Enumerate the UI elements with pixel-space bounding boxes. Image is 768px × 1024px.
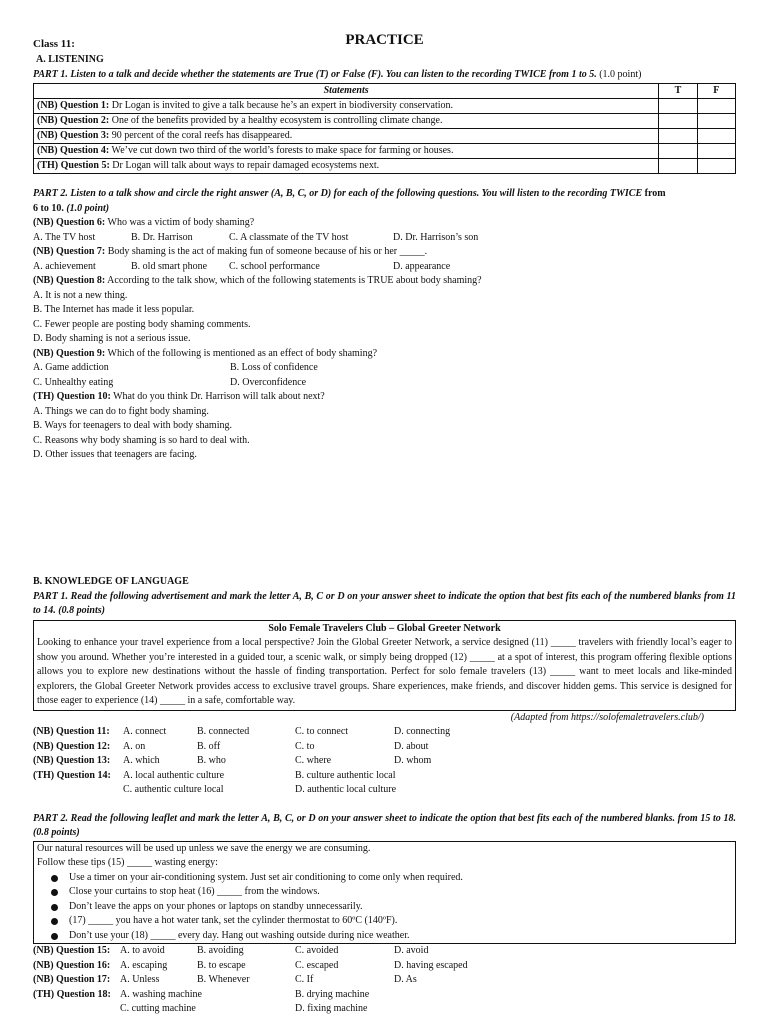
part1-instruction: PART 1. Listen to a talk and decide whether the statements are True (T) or False (F). You can listen to the recording TWICE from 1 to 5. (1.0 point) — [33, 68, 642, 80]
bullet-icon — [51, 918, 58, 925]
option[interactable]: B. drying machine — [295, 988, 370, 1000]
question-10: (TH) Question 10: What do you think Dr. Harrison will talk about next? — [33, 391, 325, 402]
bullet-icon — [51, 875, 58, 882]
option[interactable]: A. It is not a new thing. — [33, 289, 128, 301]
section-b — [33, 575, 736, 1017]
option[interactable]: C. avoided — [295, 945, 339, 956]
option[interactable]: B. Loss of confidence — [230, 362, 318, 373]
option[interactable]: D. having escaped — [394, 959, 468, 971]
option[interactable]: C. Fewer people are posting body shaming comments. — [33, 318, 251, 330]
option[interactable]: B. to escape — [197, 959, 246, 971]
list-item: (17) _____ you have a hot water tank, set the cylinder thermostat to 60ºC (140ºF). — [51, 914, 732, 929]
option[interactable]: A. The TV host — [33, 231, 96, 243]
option[interactable]: A. which — [123, 755, 160, 766]
tips-list — [37, 871, 732, 944]
bullet-icon — [51, 904, 58, 911]
false-header: F — [697, 84, 735, 99]
b-part1-instruction: PART 1. Read the following advertisement and mark the letter A, B, C or D on your answer sheet to indicate the option that best fits each of the numbered blanks from 11 to 14. (0.8 points) — [33, 590, 736, 616]
option[interactable]: B. Ways for teenagers to deal with body shaming. — [33, 420, 232, 431]
table-row: (NB) Question 4: We’ve cut down two third of the world’s forests to make space for farming or houses. — [34, 144, 736, 159]
option[interactable]: C. A classmate of the TV host — [229, 231, 349, 243]
question-9-options — [33, 376, 736, 391]
option[interactable]: A. local authentic culture — [123, 769, 225, 781]
question-12: (NB) Question 12: A. on B. off C. to D. about — [33, 740, 736, 755]
table-row: (NB) Question 3: 90 percent of the coral reefs has disappeared. — [34, 129, 736, 144]
question-7: (NB) Question 7: Body shaming is the act of making fun of someone because of his or her _____. — [33, 246, 428, 257]
true-false-table — [33, 83, 736, 174]
table-header-row — [34, 84, 736, 99]
question-14-options — [33, 783, 736, 798]
true-cell[interactable] — [659, 129, 697, 144]
class-label: Class 11: — [33, 38, 75, 50]
option[interactable]: B. avoiding — [197, 945, 244, 956]
section-b-heading: B. KNOWLEDGE OF LANGUAGE — [33, 576, 189, 587]
option[interactable]: C. escaped — [295, 959, 339, 971]
option[interactable]: A. connect — [123, 726, 167, 737]
leaflet-follow: Follow these tips (15) _____ wasting energy: — [37, 857, 218, 868]
option[interactable]: D. appearance — [393, 260, 451, 272]
option[interactable]: C. to connect — [295, 726, 349, 737]
bullet-icon — [51, 889, 58, 896]
question-18: (TH) Question 18: A. washing machine B. drying machine — [33, 988, 736, 1003]
leaflet-box — [33, 841, 736, 945]
list-item: Don’t use your (18) _____ every day. Hang out washing outside during nice weather. — [51, 929, 732, 944]
bullet-icon — [51, 933, 58, 940]
question-9-options — [33, 361, 736, 376]
option[interactable]: B. old smart phone — [131, 260, 208, 272]
false-cell[interactable] — [697, 129, 735, 144]
option[interactable]: B. Whenever — [197, 974, 250, 985]
question-17: (NB) Question 17: A. Unless B. Whenever C. If D. As — [33, 973, 736, 988]
worksheet-page — [33, 32, 736, 1014]
option[interactable]: B. culture authentic local — [295, 769, 396, 781]
option[interactable]: C. to — [295, 740, 315, 752]
option[interactable]: B. The Internet has made it less popular. — [33, 304, 195, 315]
option[interactable]: B. off — [197, 740, 221, 752]
option[interactable]: A. escaping — [120, 959, 168, 971]
option[interactable]: A. Things we can do to fight body shaming. — [33, 405, 209, 417]
option[interactable]: C. cutting machine — [120, 1003, 196, 1014]
option[interactable]: D. Dr. Harrison’s son — [393, 231, 479, 243]
section-a-heading: A. LISTENING — [36, 54, 104, 65]
option[interactable]: C. Reasons why body shaming is so hard to deal with. — [33, 434, 250, 446]
question-6: (NB) Question 6: Who was a victim of body shaming? — [33, 217, 255, 228]
true-cell[interactable] — [659, 159, 697, 174]
table-row: (TH) Question 5: Dr Logan will talk about ways to repair damaged ecosystems next. — [34, 159, 736, 174]
question-9: (NB) Question 9: Which of the following is mentioned as an effect of body shaming? — [33, 347, 378, 359]
question-14: (TH) Question 14: A. local authentic culture B. culture authentic local — [33, 769, 736, 784]
question-8: (NB) Question 8: According to the talk show, which of the following statements is TRUE about body shaming? — [33, 275, 482, 286]
table-row: (NB) Question 2: One of the benefits provided by a healthy ecosystem is controlling climate change. — [34, 114, 736, 129]
true-cell[interactable] — [659, 99, 697, 114]
option[interactable]: D. connecting — [394, 726, 451, 737]
advertisement-passage: Looking to enhance your travel experience from a local perspective? Join the Global Greeter Network, a service designed (11) _____ travelers with friendly local’s eager to show you around. Whether you’re interested in a guided tour, a scenic walk, or simply being dropped (12) _____ at a spot of interest, this program offering flexible options allows you to explore new destinations without the hassle of finding transportation. Perfect for solo female travelers (13) _____ want to meet locals and like-minded explorers, the Global Greeter Network provides access to exclusive travel groups. Share experiences, make friends, and discover hidden gems. This service is designed for those eager to experience (14) _____ in a safe, comfortable way. — [37, 637, 732, 706]
option[interactable]: C. If — [295, 974, 314, 985]
false-cell[interactable] — [697, 99, 735, 114]
part2-instruction: PART 2. Listen to a talk show and circle the right answer (A, B, C, or D) for each of the following questions. You will listen to the recording TWICE from 6 to 10. (1.0 point) — [33, 188, 666, 214]
option[interactable]: A. washing machine — [120, 988, 202, 1000]
question-13: (NB) Question 13: A. which B. who C. where D. whom — [33, 754, 736, 769]
list-item: Use a timer on your air-conditioning system. Just set air conditioning to come only when required. — [51, 871, 732, 886]
question-16: (NB) Question 16: A. escaping B. to escape C. escaped D. having escaped — [33, 959, 736, 974]
table-row: (NB) Question 1: Dr Logan is invited to give a talk because he’s an expert in biodiversity conservation. — [34, 99, 736, 114]
option[interactable]: A. on — [123, 740, 146, 752]
list-item: Don’t leave the apps on your phones or laptops on standby unnecessarily. — [51, 900, 732, 915]
page-title: PRACTICE — [345, 32, 424, 48]
true-cell[interactable] — [659, 144, 697, 159]
option[interactable]: C. where — [295, 755, 332, 766]
source-note: (Adapted from https://solofemaletravelers.club/) — [510, 711, 704, 723]
option[interactable]: D. fixing machine — [295, 1003, 368, 1014]
true-header: T — [659, 84, 697, 99]
false-cell[interactable] — [697, 159, 735, 174]
advertisement-title: Solo Female Travelers Club – Global Greeter Network — [268, 622, 501, 634]
advertisement-box — [33, 620, 736, 711]
question-11: (NB) Question 11: A. connect B. connected C. to connect D. connecting — [33, 725, 736, 740]
option[interactable]: C. authentic culture local — [123, 784, 224, 795]
option[interactable]: D. about — [394, 740, 429, 752]
false-cell[interactable] — [697, 114, 735, 129]
question-18-options — [33, 1002, 736, 1017]
option[interactable]: B. Dr. Harrison — [131, 231, 193, 243]
option[interactable]: D. Other issues that teenagers are facing. — [33, 449, 197, 460]
b-part2-instruction: PART 2. Read the following leaflet and mark the letter A, B, C, or D on your answer sheet to indicate the option that best fits each of the numbered blanks. from 15 to 18. (0.8 points) — [33, 812, 736, 838]
question-15: (NB) Question 15: A. to avoid B. avoiding C. avoided D. avoid — [33, 944, 736, 959]
true-cell[interactable] — [659, 114, 697, 129]
list-item: Close your curtains to stop heat (16) _____ from the windows. — [51, 885, 732, 900]
option[interactable]: C. Unhealthy eating — [33, 376, 114, 388]
question-7-options — [33, 260, 736, 275]
worksheet-header — [33, 33, 736, 51]
false-cell[interactable] — [697, 144, 735, 159]
option[interactable]: D. authentic local culture — [295, 784, 397, 795]
option[interactable]: A. to avoid — [120, 945, 165, 956]
option[interactable]: A. Game addiction — [33, 362, 109, 373]
option[interactable]: D. Body shaming is not a serious issue. — [33, 333, 191, 344]
option[interactable]: A. achievement — [33, 260, 96, 272]
option[interactable]: D. whom — [394, 755, 432, 766]
option[interactable]: D. avoid — [394, 945, 429, 956]
question-6-options — [33, 231, 736, 246]
statements-header: Statements — [34, 84, 659, 99]
option[interactable]: C. school performance — [229, 260, 320, 272]
option[interactable]: D. As — [394, 974, 417, 985]
option[interactable]: B. connected — [197, 726, 250, 737]
option[interactable]: A. Unless — [120, 974, 160, 985]
leaflet-intro: Our natural resources will be used up unless we save the energy we are consuming. — [37, 842, 371, 854]
option[interactable]: D. Overconfidence — [230, 376, 307, 388]
option[interactable]: B. who — [197, 755, 226, 766]
